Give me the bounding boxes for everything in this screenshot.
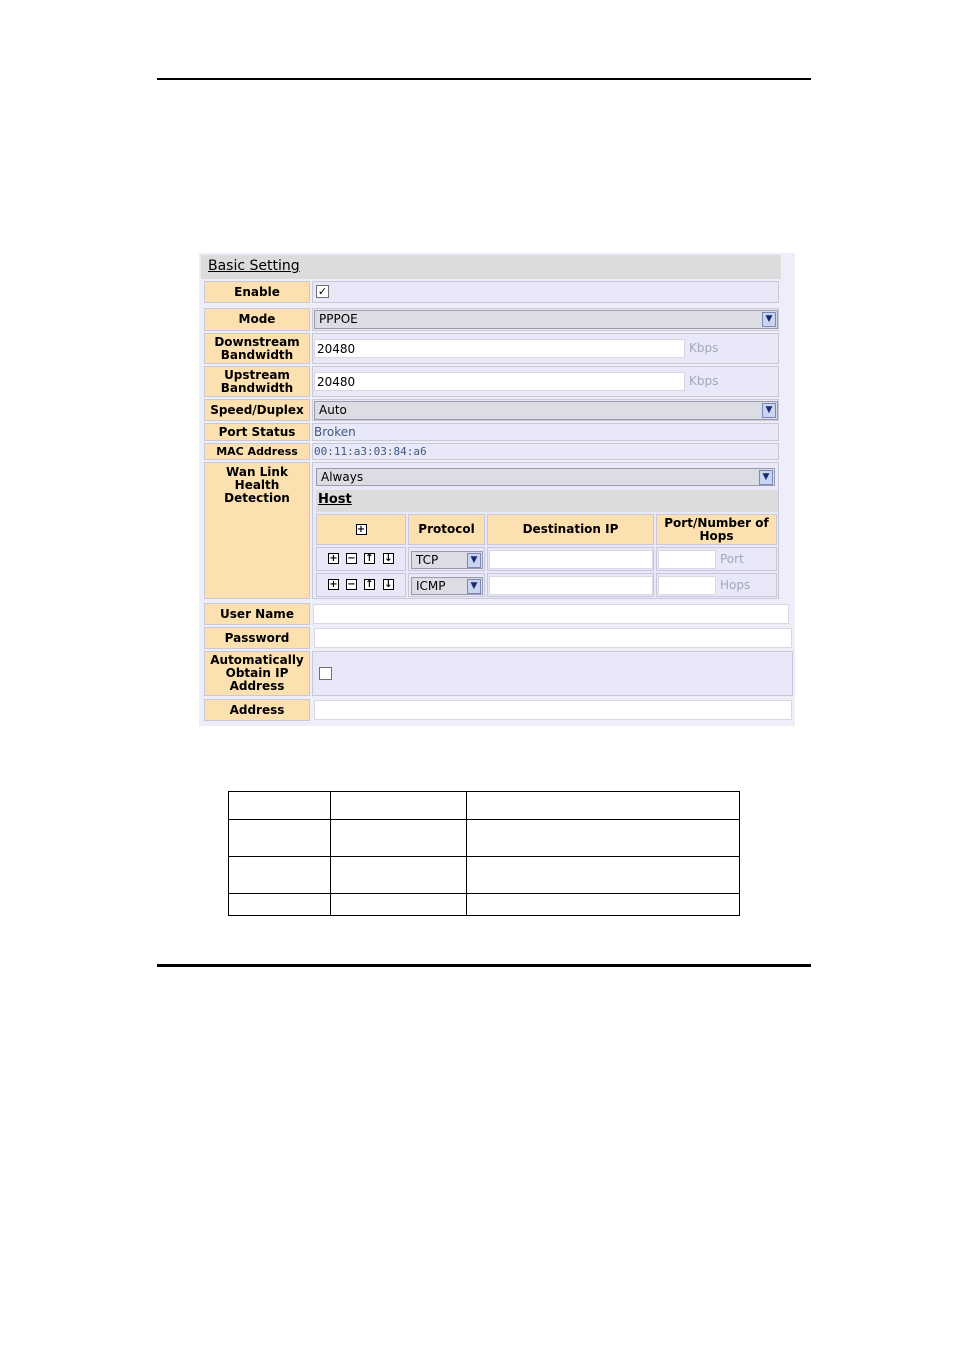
upstream-unit: Kbps	[689, 374, 719, 388]
add-host-icon[interactable]: +	[356, 524, 366, 535]
chevron-down-icon[interactable]: ▼	[762, 403, 776, 418]
enable-checkbox[interactable]: ✓	[317, 285, 328, 298]
chevron-down-icon[interactable]: ▼	[762, 312, 776, 327]
port-hops-header: Port/Number of Hops	[656, 514, 777, 545]
user-name-value-cell	[312, 603, 790, 625]
destination-cell	[487, 573, 654, 597]
user-name-input[interactable]	[313, 604, 789, 624]
table-cell	[331, 894, 467, 916]
host-add-header	[316, 514, 406, 545]
protocol-value: ICMP	[416, 579, 446, 593]
table-row	[229, 792, 740, 820]
panel-header	[201, 255, 781, 279]
protocol-value: TCP	[416, 553, 439, 567]
protocol-select[interactable]	[411, 551, 483, 569]
remove-row-icon[interactable]: −	[347, 553, 356, 564]
basic-setting-panel	[199, 253, 795, 726]
chevron-down-icon[interactable]: ▼	[467, 553, 481, 568]
destination-cell	[487, 547, 654, 571]
downstream-label: Downstream Bandwidth	[204, 333, 310, 364]
wan-health-selected-value: Always	[321, 470, 364, 484]
document-table	[228, 791, 740, 916]
downstream-input[interactable]: 20480	[314, 339, 685, 358]
host-title: Host	[318, 492, 352, 507]
move-down-icon[interactable]: ↓	[384, 579, 393, 590]
upstream-label: Upstream Bandwidth	[204, 366, 310, 397]
remove-row-icon[interactable]: −	[347, 579, 356, 590]
chevron-down-icon[interactable]: ▼	[467, 579, 481, 594]
chevron-down-icon[interactable]: ▼	[759, 470, 773, 485]
upstream-value-cell	[312, 366, 779, 397]
add-row-icon[interactable]: +	[329, 579, 338, 590]
speed-duplex-selected-value: Auto	[319, 403, 347, 417]
downstream-unit: Kbps	[689, 341, 719, 355]
add-row-icon[interactable]: +	[329, 553, 338, 564]
move-up-icon[interactable]: ↑	[365, 553, 374, 564]
enable-label: Enable	[204, 281, 310, 303]
auto-ip-checkbox[interactable]	[319, 667, 332, 680]
table-cell	[467, 894, 740, 916]
table-cell	[331, 857, 467, 894]
protocol-header: Protocol	[408, 514, 485, 545]
host-header	[316, 490, 778, 512]
destination-input[interactable]	[489, 550, 653, 569]
hops-placeholder: Hops	[720, 578, 751, 592]
protocol-cell	[408, 547, 485, 571]
table-cell	[467, 857, 740, 894]
table-row	[229, 820, 740, 857]
port-placeholder: Port	[720, 552, 744, 566]
move-up-icon[interactable]: ↑	[365, 579, 374, 590]
wan-health-select[interactable]	[316, 468, 775, 486]
hops-input[interactable]	[658, 576, 716, 595]
table-cell	[331, 792, 467, 820]
port-status-value: Broken	[314, 425, 356, 439]
password-value-cell	[312, 627, 793, 649]
mac-address-label: MAC Address	[204, 443, 310, 460]
speed-duplex-value-cell	[312, 399, 779, 421]
table-cell	[467, 820, 740, 857]
table-cell	[331, 820, 467, 857]
protocol-select[interactable]	[411, 577, 483, 595]
mode-select[interactable]	[314, 310, 778, 329]
mode-value-cell	[312, 308, 779, 331]
table-row	[229, 894, 740, 916]
mode-label: Mode	[204, 308, 310, 331]
port-status-value-cell	[312, 423, 779, 441]
row-icons-cell	[316, 547, 406, 571]
speed-duplex-label: Speed/Duplex	[204, 399, 310, 421]
user-name-label: User Name	[204, 603, 310, 625]
auto-ip-label: Automatically Obtain IP Address	[204, 651, 310, 696]
bottom-rule	[157, 964, 811, 967]
table-cell	[229, 857, 331, 894]
mac-address-value-cell	[312, 443, 779, 460]
address-label: Address	[204, 699, 310, 721]
top-rule	[157, 78, 811, 80]
wan-health-value-cell	[312, 462, 779, 599]
mode-selected-value: PPPOE	[319, 312, 358, 326]
hops-cell	[656, 573, 777, 597]
port-status-label: Port Status	[204, 423, 310, 441]
auto-ip-value-cell	[312, 651, 793, 696]
table-cell	[229, 894, 331, 916]
move-down-icon[interactable]: ↓	[384, 553, 393, 564]
table-cell	[229, 792, 331, 820]
password-label: Password	[204, 627, 310, 649]
password-input[interactable]	[314, 628, 792, 648]
table-cell	[229, 820, 331, 857]
port-cell	[656, 547, 777, 571]
mac-address-value: 00:11:a3:03:84:a6	[314, 445, 427, 458]
wan-health-label: Wan Link Health Detection	[204, 462, 310, 599]
destination-input[interactable]	[489, 576, 653, 595]
destination-header: Destination IP	[487, 514, 654, 545]
panel-title: Basic Setting	[208, 258, 300, 274]
table-row	[229, 857, 740, 894]
downstream-value-cell	[312, 333, 779, 364]
address-input[interactable]	[314, 700, 792, 720]
port-input[interactable]	[658, 550, 716, 569]
enable-value-cell	[312, 281, 779, 303]
address-value-cell	[312, 699, 793, 721]
row-icons-cell	[316, 573, 406, 597]
protocol-cell	[408, 573, 485, 597]
upstream-input[interactable]: 20480	[314, 372, 685, 391]
speed-duplex-select[interactable]	[314, 401, 778, 420]
table-cell	[467, 792, 740, 820]
